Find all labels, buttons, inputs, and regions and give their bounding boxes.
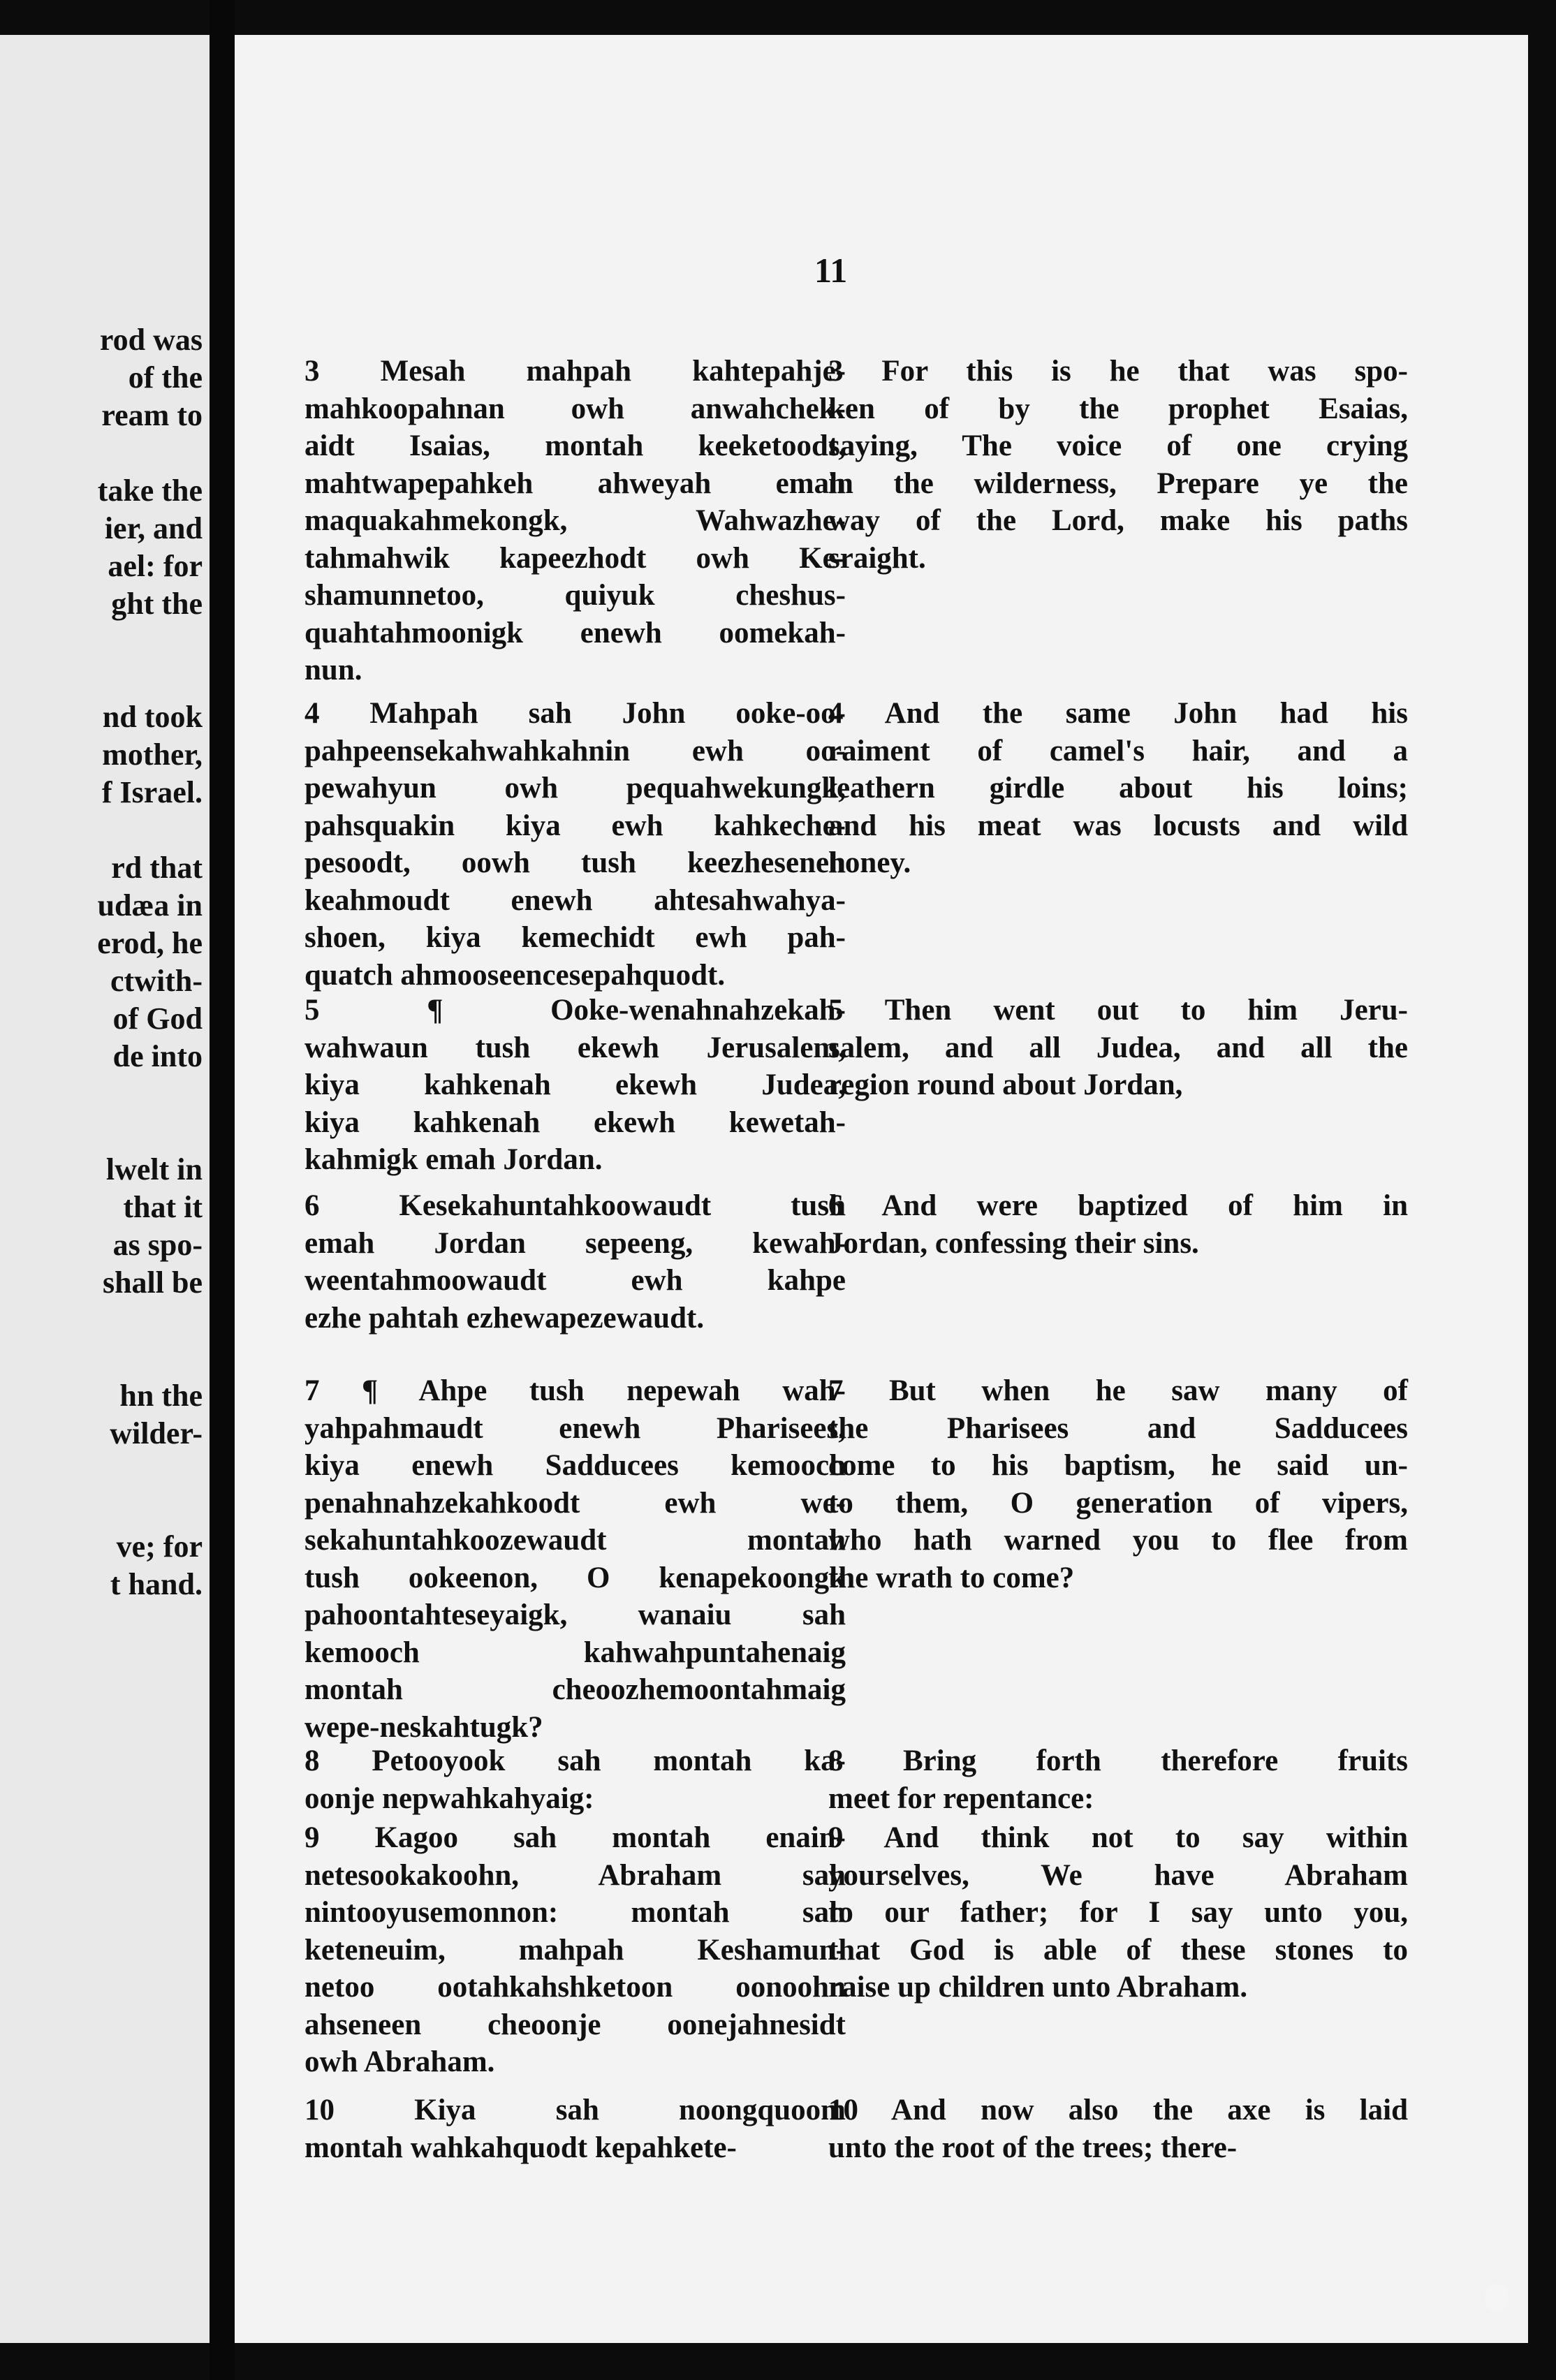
ojibwe-verse <box>304 353 846 689</box>
facing-page-line: hn the <box>119 1379 203 1413</box>
english-line: 5 Then went out to him Jeru- <box>828 994 1408 1027</box>
english-verse <box>828 992 1408 1104</box>
ojibwe-line: montah cheoozhemoontahmaig <box>304 1673 846 1706</box>
english-line: 7 But when he saw many of <box>828 1374 1408 1407</box>
ojibwe-line: 8 Petooyook sah montah ka- <box>304 1744 846 1777</box>
ojibwe-line: mahtwapepahkeh ahweyah emah <box>304 467 846 500</box>
ojibwe-line: 7 ¶ Ahpe tush nepewah wah- <box>304 1374 846 1407</box>
english-line: 9 And think not to say within <box>828 1821 1408 1854</box>
ojibwe-line: pahpeensekahwahkahnin ewh oo- <box>304 734 846 767</box>
facing-page-line: nd took <box>102 700 203 734</box>
ojibwe-line: netesookakoohn, Abraham sah <box>304 1858 846 1892</box>
english-line: 8 Bring forth therefore fruits <box>828 1744 1408 1777</box>
ojibwe-line: kiya kahkenah ekewh kewetah- <box>304 1105 846 1139</box>
ojibwe-line: 10 Kiya sah noongquoom <box>304 2094 846 2126</box>
ojibwe-line: tush ookeenon, O kenapekoongk <box>304 1561 846 1594</box>
facing-page-line: shall be <box>102 1265 203 1300</box>
english-line: come to his baptism, he said un- <box>828 1449 1408 1482</box>
ojibwe-line: 4 Mahpah sah John ooke-oo- <box>304 697 846 730</box>
ojibwe-line: wepe-neskahtugk? <box>304 1710 543 1744</box>
english-line: sraight. <box>828 541 926 575</box>
ojibwe-line: keahmoudt enewh ahtesahwahya- <box>304 883 846 917</box>
english-verse <box>828 1742 1408 1817</box>
facing-page-line: that it <box>123 1190 203 1224</box>
ojibwe-line: sekahuntahkoozewaudt montah <box>304 1524 846 1557</box>
english-line: honey. <box>828 846 911 879</box>
ojibwe-verse <box>304 1372 846 1746</box>
ojibwe-line: yahpahmaudt enewh Pharisees, <box>304 1411 846 1445</box>
english-line: and his meat was locusts and wild <box>828 809 1408 842</box>
ojibwe-line: penahnahzekahkoodt ewh we- <box>304 1486 846 1520</box>
ojibwe-line: kiya kahkenah ekewh Judea, <box>304 1068 846 1101</box>
ojibwe-line: pahsquakin kiya ewh kahkeche- <box>304 809 846 842</box>
english-line: region round about Jordan, <box>828 1068 1183 1101</box>
english-line: the wrath to come? <box>828 1561 1075 1594</box>
paper-speck <box>1485 2284 1509 2312</box>
ojibwe-verse <box>304 695 846 994</box>
english-line: 10 And now also the axe is laid <box>828 2094 1408 2126</box>
ojibwe-line: pahoontahteseyaigk, wanaiu sah <box>304 1599 846 1631</box>
ojibwe-line: oonje nepwahkahyaig: <box>304 1782 594 1815</box>
ojibwe-line: quahtahmoonigk enewh oomekah- <box>304 616 846 649</box>
english-line: in the wilderness, Prepare ye the <box>828 467 1408 500</box>
facing-page-line: ier, and <box>104 511 203 545</box>
ojibwe-line: montah wahkahquodt kepahkete- <box>304 2131 737 2164</box>
english-line: Jordan, confessing their sins. <box>828 1226 1199 1260</box>
ojibwe-line: kiya enewh Sadducees kemooch <box>304 1449 846 1482</box>
english-verse <box>828 1819 1408 2006</box>
facing-page-line: mother, <box>102 737 203 772</box>
english-line: who hath warned you to flee from <box>828 1524 1408 1557</box>
ojibwe-line: 6 Kesekahuntahkoowaudt tush <box>304 1189 846 1222</box>
english-verse <box>828 2092 1408 2166</box>
english-line: 6 And were baptized of him in <box>828 1189 1408 1222</box>
ojibwe-line: ezhe pahtah ezhewapezewaudt. <box>304 1301 705 1335</box>
gutter-shadow <box>210 0 235 2380</box>
facing-page-line: udæa in <box>97 888 203 923</box>
facing-page-line: f Israel. <box>101 775 203 809</box>
ojibwe-line: kemooch kahwahpuntahenaig <box>304 1636 846 1669</box>
ojibwe-line: nintooyusemonnon: montah sah <box>304 1896 846 1929</box>
ojibwe-line: tahmahwik kapeezhodt owh Ke- <box>304 541 846 575</box>
english-line: 3 For this is he that was spo- <box>828 355 1408 388</box>
ojibwe-line: nun. <box>304 654 362 686</box>
ojibwe-line: 3 Mesah mahpah kahtepahje- <box>304 355 846 388</box>
ojibwe-line: weentahmoowaudt ewh kahpe <box>304 1264 846 1297</box>
facing-page-fragment <box>0 35 210 2343</box>
facing-page-line: rd that <box>111 851 203 885</box>
english-line: saying, The voice of one crying <box>828 429 1408 462</box>
ojibwe-line: emah Jordan sepeeng, kewah- <box>304 1226 846 1260</box>
english-line: to them, O generation of vipers, <box>828 1486 1408 1520</box>
facing-page-line: of God <box>112 1001 203 1036</box>
english-verse <box>828 1187 1408 1262</box>
english-line: salem, and all Judea, and all the <box>828 1031 1408 1064</box>
ojibwe-verse <box>304 1742 846 1817</box>
english-verse <box>828 353 1408 577</box>
ojibwe-line: netoo ootahkahshketoon oonoohn <box>304 1971 846 2004</box>
ojibwe-line: quatch ahmooseencesepahquodt. <box>304 958 726 992</box>
ojibwe-line: kahmigk emah Jordan. <box>304 1143 603 1176</box>
ojibwe-line: shoen, kiya kemechidt ewh pah- <box>304 921 846 954</box>
ojibwe-line: maquakahmekongk, Wahwazhe- <box>304 504 846 537</box>
facing-page-line: t hand. <box>110 1567 203 1601</box>
ojibwe-verse <box>304 2092 846 2166</box>
ojibwe-line: wahwaun tush ekewh Jerusalem, <box>304 1031 846 1064</box>
english-line: 4 And the same John had his <box>828 697 1408 730</box>
facing-page-line: lwelt in <box>105 1152 203 1187</box>
ojibwe-line: pesoodt, oowh tush keezheseneh <box>304 846 846 879</box>
ojibwe-line: aidt Isaias, montah keeketoodt, <box>304 429 846 462</box>
facing-page-line: take the <box>97 473 203 508</box>
ojibwe-line: mahkoopahnan owh anwahchek- <box>304 392 846 425</box>
facing-page-line: ctwith- <box>110 964 203 998</box>
english-line: leathern girdle about his loins; <box>828 772 1408 805</box>
english-verse <box>828 1372 1408 1596</box>
ojibwe-line: owh Abraham. <box>304 2045 495 2078</box>
ojibwe-line: keteneuim, mahpah Keshamun- <box>304 1933 846 1967</box>
facing-page-line: ve; for <box>116 1529 203 1564</box>
page-number: 11 <box>814 251 848 290</box>
ojibwe-line: 5 ¶ Ooke-wenahnahzekah- <box>304 994 846 1027</box>
english-line: raiment of camel's hair, and a <box>828 734 1408 767</box>
facing-page-line: ght the <box>111 587 203 621</box>
facing-page-line: of the <box>128 360 203 395</box>
english-line: meet for repentance: <box>828 1782 1094 1815</box>
ojibwe-line: pewahyun owh pequahwekungk, <box>304 772 846 805</box>
ojibwe-line: 9 Kagoo sah montah enain- <box>304 1821 846 1854</box>
english-verse <box>828 695 1408 882</box>
ojibwe-verse <box>304 1187 846 1337</box>
english-line: yourselves, We have Abraham <box>828 1858 1408 1892</box>
english-line: raise up children unto Abraham. <box>828 1971 1248 2004</box>
english-line: ken of by the prophet Esaias, <box>828 392 1408 425</box>
facing-page-line: as spo- <box>112 1228 203 1262</box>
ojibwe-verse <box>304 1819 846 2081</box>
ojibwe-line: shamunnetoo, quiyuk cheshus- <box>304 579 846 612</box>
facing-page-line: de into <box>112 1039 203 1073</box>
book-page <box>235 35 1528 2343</box>
english-line: the Pharisees and Sadducees <box>828 1411 1408 1445</box>
ojibwe-verse <box>304 992 846 1179</box>
facing-page-line: wilder- <box>110 1416 203 1450</box>
english-line: unto the root of the trees; there- <box>828 2131 1238 2164</box>
facing-page-line: erod, he <box>97 926 203 960</box>
facing-page-line: ael: for <box>108 549 203 583</box>
english-line: way of the Lord, make his paths <box>828 504 1408 537</box>
facing-page-line: ream to <box>101 398 203 432</box>
english-line: that God is able of these stones to <box>828 1933 1408 1967</box>
ojibwe-line: ahseneen cheoonje oonejahnesidt <box>304 2008 846 2041</box>
english-line: to our father; for I say unto you, <box>828 1896 1408 1929</box>
facing-page-line: rod was <box>99 323 203 357</box>
